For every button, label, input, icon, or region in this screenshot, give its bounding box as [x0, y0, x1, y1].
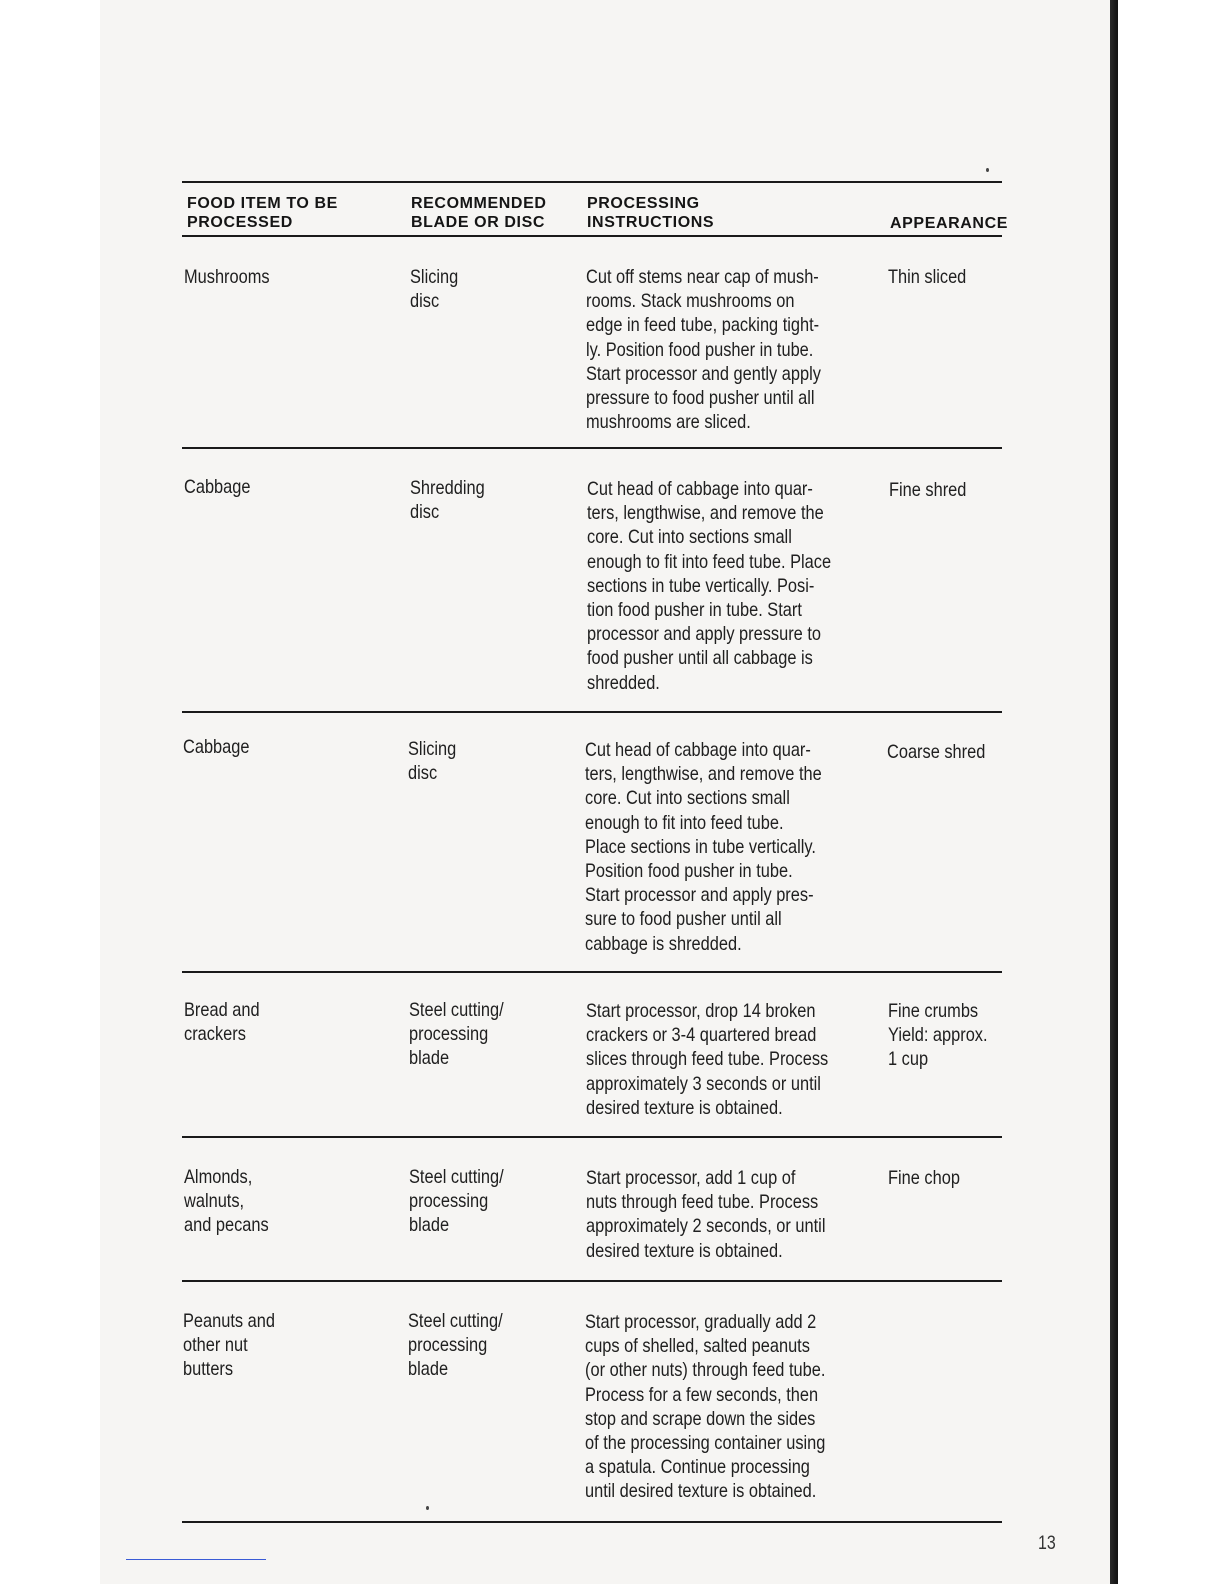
row-1-food-item: Mushrooms — [184, 266, 270, 288]
scan-speck — [986, 168, 989, 172]
row-6-food-item: Peanuts and other nut butters — [183, 1310, 275, 1381]
row-6-instructions: Start processor, gradually add 2 cups of shelled, salted peanuts (or other nuts) through feed tube. Process for a few seconds, then stop and scrape down the sides of the processing container using a spatula. Continue processing until desired texture is obtained. — [585, 1311, 826, 1503]
row-5-divider — [182, 1280, 1002, 1282]
footer-underline — [126, 1559, 266, 1560]
row-4-blade: Steel cutting/ processing blade — [409, 999, 504, 1070]
scan-speck — [426, 1506, 429, 1510]
row-4-appearance: Fine crumbs Yield: approx. 1 cup — [888, 1000, 988, 1071]
row-4-instructions: Start processor, drop 14 broken crackers or 3-4 quartered bread slices through feed tube. Process approximately 3 seconds or until desired texture is obtained. — [586, 1000, 829, 1119]
row-3-food-item: Cabbage — [183, 736, 250, 758]
row-2-instructions: Cut head of cabbage into quar- ters, lengthwise, and remove the core. Cut into sections small enough to fit into feed tube. Place sections in tube vertically. Posi- tion food pusher in tube. Start processor and apply pressure to food pusher until all cabbage is shredded. — [587, 478, 832, 694]
row-5-food-item: Almonds, walnuts, and pecans — [184, 1166, 269, 1237]
row-5-blade: Steel cutting/ processing blade — [409, 1166, 504, 1237]
row-6-blade: Steel cutting/ processing blade — [408, 1310, 503, 1381]
row-3-instructions: Cut head of cabbage into quar- ters, lengthwise, and remove the core. Cut into sections small enough to fit into feed tube. Place sections in tube vertically. Position food pusher in tube. Start processor and apply pres- sure to food pusher until all cabbage is shredded. — [585, 739, 822, 955]
row-2-divider — [182, 711, 1002, 713]
page-edge-shadow — [1110, 0, 1118, 1584]
header-top-rule — [182, 181, 1002, 183]
header-food-item: FOOD ITEM TO BE PROCESSED — [187, 195, 338, 231]
row-1-blade: Slicing disc — [410, 266, 459, 313]
header-blade-or-disc: RECOMMENDED BLADE OR DISC — [411, 195, 547, 231]
row-4-divider — [182, 1136, 1002, 1138]
header-processing-instructions: PROCESSING INSTRUCTIONS — [587, 195, 715, 231]
row-5-appearance: Fine chop — [888, 1167, 960, 1189]
row-1-divider — [182, 447, 1002, 449]
row-5-instructions: Start processor, add 1 cup of nuts through feed tube. Process approximately 2 seconds, or until desired texture is obtained. — [586, 1167, 826, 1262]
row-2-appearance: Fine shred — [889, 479, 967, 501]
row-2-blade: Shredding disc — [410, 477, 485, 524]
header-bottom-rule — [182, 235, 1002, 237]
row-2-food-item: Cabbage — [184, 476, 251, 498]
page-number: 13 — [1038, 1533, 1056, 1554]
row-3-blade: Slicing disc — [408, 738, 457, 785]
row-1-instructions: Cut off stems near cap of mush- rooms. Stack mushrooms on edge in feed tube, packing tight- ly. Position food pusher in tube. Start processor and gently apply pressure to food pusher until all mushrooms are sliced. — [586, 266, 821, 434]
header-appearance: APPEARANCE — [890, 215, 1009, 232]
table-bottom-rule — [182, 1521, 1002, 1523]
row-4-food-item: Bread and crackers — [184, 999, 260, 1046]
row-3-appearance: Coarse shred — [887, 741, 986, 763]
row-3-divider — [182, 971, 1002, 973]
row-1-appearance: Thin sliced — [888, 266, 967, 288]
